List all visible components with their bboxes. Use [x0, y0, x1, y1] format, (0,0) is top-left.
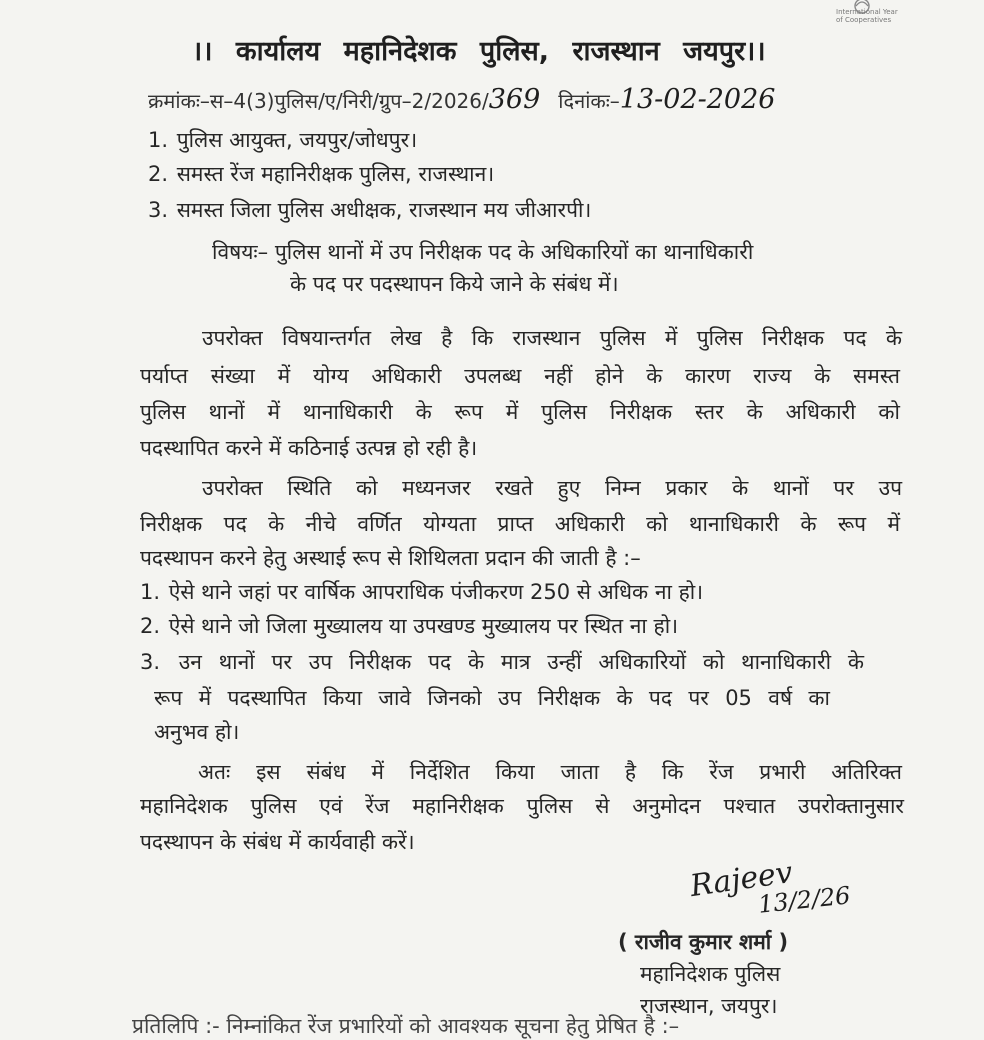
- reference-date-handwritten: 13-02-2026: [619, 84, 776, 115]
- emblem-caption: International Year of Cooperatives: [836, 8, 898, 24]
- condition-3-line-3: अनुभव हो।: [154, 720, 240, 744]
- condition-3: 3. उन थानों पर उप निरीक्षक पद के मात्र उन्हीं अधिकारियों को थानाधिकारी के: [140, 650, 864, 674]
- paragraph-1-line-3: पुलिस थानों में थानाधिकारी के रूप में पुलिस निरीक्षक स्तर के अधिकारी को: [140, 400, 900, 424]
- subject-line-1: विषयः– पुलिस थानों में उप निरीक्षक पद के अधिकारियों का थानाधिकारी: [212, 240, 754, 264]
- paragraph-3-line-3: पदस्थापन के संबंध में कार्यवाही करें।: [140, 830, 415, 854]
- recipient-1: 1. पुलिस आयुक्त, जयपुर/जोधपुर।: [148, 128, 418, 152]
- subject-line-2: के पद पर पदस्थापन किये जाने के संबंध में।: [290, 272, 619, 296]
- condition-3-line-2: रूप में पदस्थापित किया जावे जिनको उप निरीक्षक के पद पर 05 वर्ष का: [154, 686, 830, 710]
- signatory-designation: महानिदेशक पुलिस: [640, 962, 781, 986]
- paragraph-1-line-1: उपरोक्त विषयान्तर्गत लेख है कि राजस्थान पुलिस में पुलिस निरीक्षक पद के: [202, 326, 902, 350]
- recipient-3: 3. समस्त जिला पुलिस अधीक्षक, राजस्थान मय जीआरपी।: [148, 198, 592, 222]
- reference-number: क्रमांकः–स–4(3)पुलिस/ए/निरी/ग्रुप–2/2026/: [148, 89, 489, 113]
- condition-2: 2. ऐसे थाने जो जिला मुख्यालय या उपखण्ड मुख्यालय पर स्थित ना हो।: [140, 614, 679, 638]
- paragraph-3-line-1: अतः इस संबंध में निर्देशित किया जाता है कि रेंज प्रभारी अतिरिक्त: [198, 760, 902, 784]
- signature-date: 13/2/26: [756, 881, 852, 919]
- paragraph-2-line-3: पदस्थापन करने हेतु अस्थाई रूप से शिथिलता प्रदान की जाती है :–: [140, 546, 641, 570]
- signature-initials: Rajeev: [687, 855, 795, 904]
- paragraph-2-line-2: निरीक्षक पद के नीचे वर्णित योग्यता प्राप्त अधिकारी को थानाधिकारी के रूप में: [140, 512, 900, 536]
- reference-number-handwritten: 369: [488, 84, 541, 115]
- office-title: ।। कार्यालय महानिदेशक पुलिस, राजस्थान जयपुर।।: [192, 36, 766, 67]
- reference-line: [148, 86, 775, 115]
- paragraph-1-line-4: पदस्थापित करने में कठिनाई उत्पन्न हो रही है।: [140, 436, 478, 460]
- paragraph-2-line-1: उपरोक्त स्थिति को मध्यनजर रखते हुए निम्न प्रकार के थानों पर उप: [202, 476, 902, 500]
- signatory-name: ( राजीव कुमार शर्मा ): [618, 930, 789, 954]
- signatory-location: राजस्थान, जयपुर।: [640, 994, 778, 1018]
- recipient-2: 2. समस्त रेंज महानिरीक्षक पुलिस, राजस्थान।: [148, 162, 495, 186]
- copy-to-line: प्रतिलिपि :- निम्नांकित रेंज प्रभारियों को आवश्यक सूचना हेतु प्रेषित है :–: [132, 1014, 680, 1038]
- paragraph-3-line-2: महानिदेशक पुलिस एवं रेंज महानिरीक्षक पुलिस से अनुमोदन पश्चात उपरोक्तानुसार: [140, 794, 904, 818]
- paragraph-1-line-2: पर्याप्त संख्या में योग्य अधिकारी उपलब्ध नहीं होने के कारण राज्य के समस्त: [140, 364, 900, 388]
- reference-date-label: दिनांकः–: [558, 89, 620, 113]
- condition-1: 1. ऐसे थाने जहां पर वार्षिक आपराधिक पंजीकरण 250 से अधिक ना हो।: [140, 580, 704, 604]
